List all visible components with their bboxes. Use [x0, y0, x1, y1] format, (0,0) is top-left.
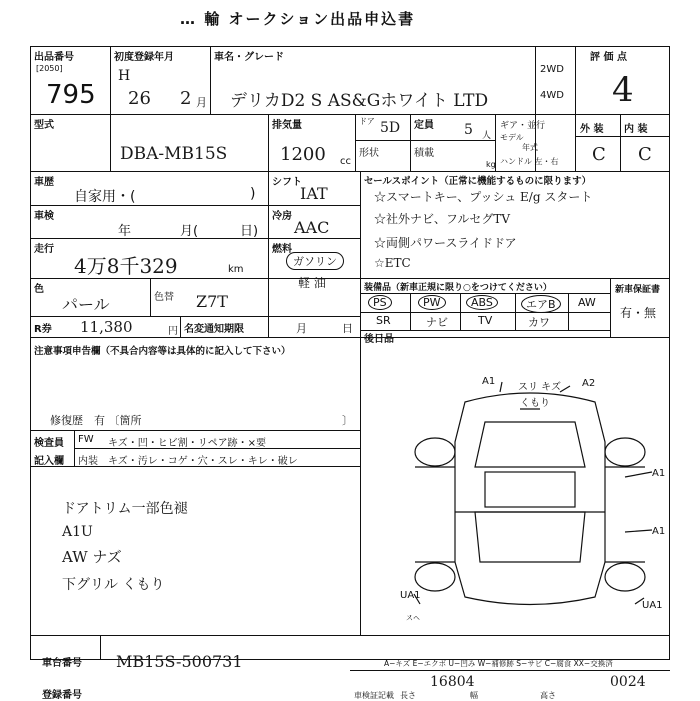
warranty-label: 新車保証書	[615, 285, 661, 295]
equipment-ps: PS	[368, 295, 392, 310]
rating-label: 評 価 点	[590, 52, 627, 63]
handwritten-note: ドアトリム一部色褪	[62, 501, 188, 517]
model-year-label: モデル	[500, 133, 524, 142]
damage-mark: A1	[482, 376, 496, 387]
equipment-leather: カワ	[528, 316, 550, 329]
capacity-value: 5	[464, 122, 473, 138]
inspection-day: 日)	[240, 224, 259, 239]
registration-label: 初度登録年月	[114, 52, 174, 63]
equipment-abs: ABS	[466, 295, 498, 310]
model-code-value: DBA-MB15S	[120, 144, 228, 164]
ac-value: AAC	[294, 218, 330, 237]
handwritten-note: 下グリル くもり	[62, 577, 165, 593]
shape-label: 形状	[359, 148, 379, 159]
damage-mark: スリ キズ	[518, 382, 561, 393]
doors-label: ドア	[359, 117, 375, 126]
capacity-label: 定員	[414, 120, 434, 131]
equipment-tv: TV	[478, 314, 493, 327]
fuel-diesel: 軽 油	[298, 276, 326, 290]
equipment-label: 装備品（新車正規に限り○をつけてください）	[364, 283, 552, 293]
mileage-label: 走行	[34, 244, 54, 255]
damage-mark: スヘ	[406, 614, 420, 622]
mileage-unit: km	[228, 264, 244, 275]
vehicle-type-value: 自家用・(	[74, 189, 136, 205]
registration-month: 2	[180, 88, 192, 109]
damage-mark: A2	[582, 378, 596, 389]
model-code-label: 型式	[34, 120, 54, 131]
notes-label: 注意事項申告欄（不具合内容等は具体的に記入して下さい）	[34, 346, 291, 357]
shift-label: シフト	[272, 177, 302, 188]
equipment-aw: AW	[578, 296, 596, 309]
inspector-label: 検査員	[34, 438, 64, 449]
sales-point-item: ☆スマートキー、プッシュ E/g スタート	[374, 190, 593, 204]
sales-points-label: セールスポイント（正常に機能するものに限ります）	[364, 176, 592, 187]
import-label: ギア・並行	[500, 121, 546, 131]
handle-label: ハンドル 左・右	[500, 157, 559, 166]
load-unit: kg	[486, 160, 496, 169]
shift-value: IAT	[300, 184, 328, 203]
load-label: 積載	[414, 148, 434, 159]
registration-month-unit: 月	[196, 96, 207, 109]
cert-label: 車検証記載	[354, 691, 394, 700]
vehicle-type-close: )	[250, 186, 256, 202]
color-code-value: Z7T	[196, 292, 228, 311]
registration-year: 26	[128, 88, 151, 109]
inspector-label-2: 記入欄	[34, 456, 64, 467]
equipment-navi: ナビ	[426, 316, 448, 329]
doors-value: 5D	[380, 120, 401, 136]
damage-mark: UA1	[400, 590, 421, 601]
lot-code: [2050]	[36, 64, 63, 73]
model-name-label: 車名・グレード	[214, 52, 284, 63]
inspector-fw-label: FW	[78, 434, 94, 445]
handwritten-note: AW ナズ	[62, 548, 122, 566]
repair-history: 修復歴 有 〔箇所	[50, 414, 142, 427]
registration-era: H	[118, 68, 131, 84]
name-change-label: 名変通知期限	[184, 324, 244, 335]
bottom-value-1: 16804	[430, 674, 475, 690]
fuel-gasoline: ガソリン	[286, 252, 344, 270]
sales-point-item: ☆両側パワースライドドア	[374, 236, 517, 250]
lot-number: 795	[46, 80, 96, 110]
color-value: パール	[62, 295, 110, 314]
warranty-value: 有・無	[620, 306, 657, 320]
car-damage-diagram	[390, 372, 670, 628]
drive-4wd: 4WD	[540, 90, 564, 101]
vehicle-type-label: 車歴	[34, 177, 54, 188]
rating-exterior-label: 外 装	[580, 124, 604, 135]
length-label: 長さ	[400, 691, 416, 700]
equipment-airbag: エアB	[521, 295, 561, 313]
inspector-fw-items: キズ・凹・ヒビ割・リペア跡・×要	[108, 438, 266, 449]
form-header: … 輸 オークション出品申込書	[180, 10, 416, 28]
chassis-label: 車台番号	[42, 658, 82, 669]
model-name-value: デリカD2 S AS&Gホワイト LTD	[230, 91, 489, 111]
inspector-interior-label: 内装	[78, 456, 98, 467]
damage-mark: A1	[652, 468, 666, 479]
inspection-year: 年	[118, 224, 132, 239]
damage-mark: UA1	[642, 600, 663, 611]
recycle-label: R券	[34, 324, 52, 335]
inspection-label: 車検	[34, 211, 54, 222]
handwritten-note: A1U	[62, 524, 93, 540]
rating-interior-value: C	[638, 144, 652, 165]
mileage-value: 4万8千329	[74, 254, 178, 278]
displacement-label: 排気量	[272, 120, 302, 131]
recycle-unit: 円	[168, 326, 178, 337]
displacement-unit: cc	[340, 156, 351, 167]
equipment-pw: PW	[418, 295, 446, 310]
width-label: 幅	[470, 691, 478, 700]
rating-exterior-value: C	[592, 144, 606, 165]
rating-value: 4	[612, 70, 634, 110]
repair-close: 〕	[342, 414, 353, 427]
name-change-month: 月	[296, 322, 307, 335]
sales-point-item: ☆社外ナビ、フルセグTV	[374, 212, 511, 226]
color-label: 色	[34, 284, 44, 295]
ac-label: 冷房	[272, 211, 292, 222]
inspector-interior-items: キズ・汚レ・コゲ・穴・スレ・キレ・破レ	[108, 456, 298, 467]
bottom-value-2: 0024	[610, 674, 646, 690]
lot-label: 出品番号	[34, 52, 74, 63]
after-install-label: 後日品	[364, 334, 394, 345]
damage-mark: くもり	[520, 398, 550, 409]
inspection-month: 月(	[180, 224, 199, 239]
reg-number-label: 登録番号	[42, 690, 82, 701]
name-change-day: 日	[342, 322, 353, 335]
height-label: 高さ	[540, 691, 556, 700]
fuel-label: 燃料	[272, 244, 292, 255]
recycle-value: 11,380	[80, 318, 133, 336]
color-code-label: 色替	[154, 292, 174, 303]
rating-interior-label: 内 装	[624, 124, 648, 135]
equipment-sr: SR	[376, 314, 391, 327]
capacity-unit: 人	[482, 131, 492, 141]
damage-mark: A1	[652, 526, 666, 537]
drive-2wd: 2WD	[540, 64, 564, 75]
displacement-value: 1200	[280, 144, 326, 165]
sales-point-item: ☆ETC	[374, 256, 411, 270]
chassis-value: MB15S-500731	[116, 652, 243, 671]
year-label: 年式	[522, 143, 538, 152]
legend-text: A−キズ E−エクボ U−凹み W−補修跡 S−サビ C−腐食 XX−交換済	[384, 659, 613, 668]
